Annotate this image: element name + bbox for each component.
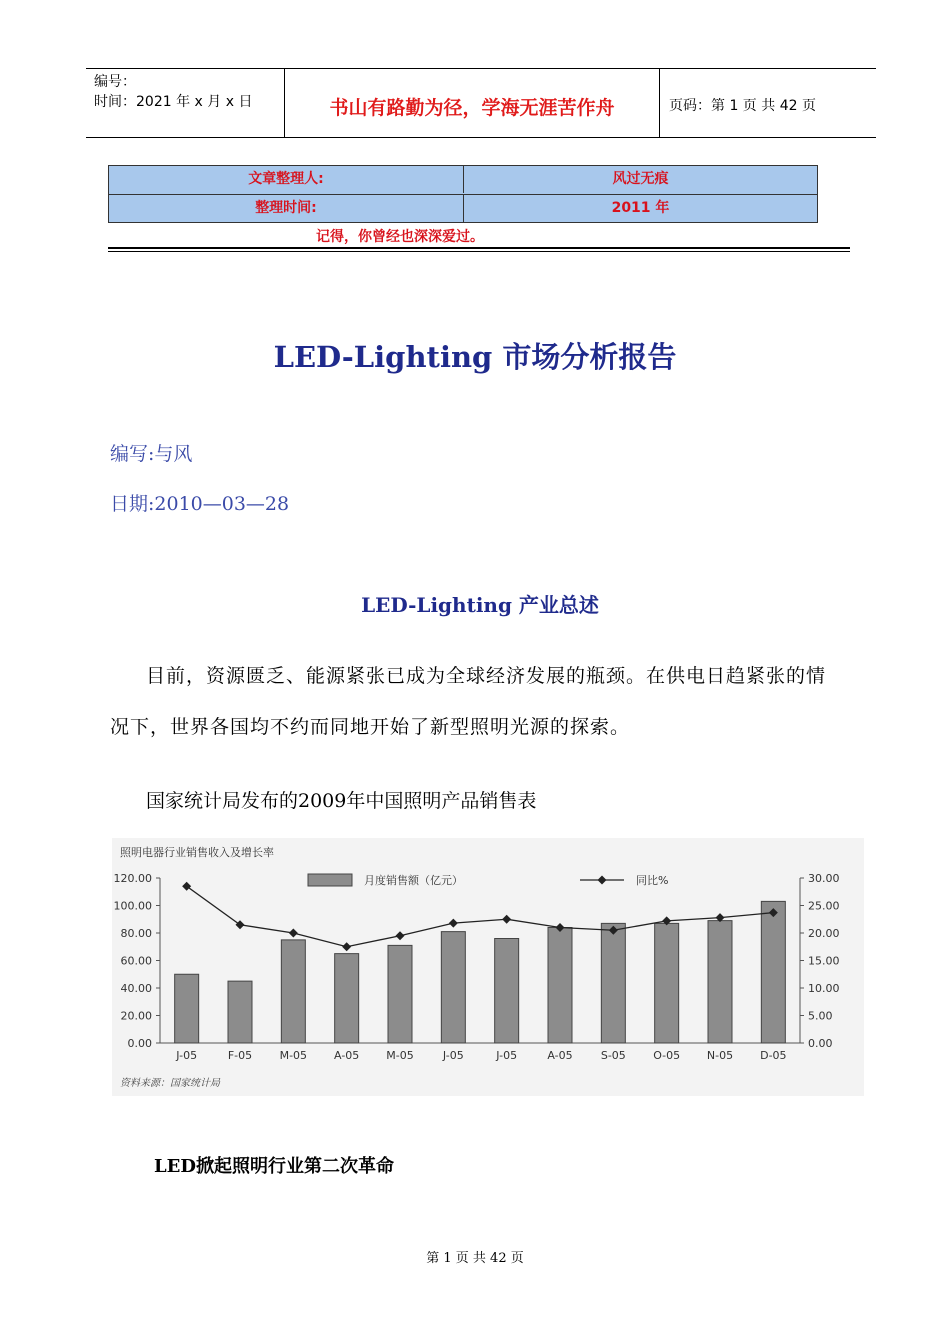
growth-point (449, 919, 458, 928)
bar (601, 923, 625, 1043)
bar (548, 928, 572, 1044)
legend-bar-label: 月度销售额（亿元） (364, 874, 463, 887)
author-line: 编写:与风 (110, 443, 193, 465)
number-label: 编号： (94, 74, 136, 90)
x-tick-label: O-05 (653, 1049, 681, 1062)
bar (175, 974, 199, 1043)
growth-point (342, 942, 351, 951)
x-tick-label: A-05 (334, 1049, 360, 1062)
growth-point (236, 920, 245, 929)
document-title: LED-Lighting 市场分析报告 (273, 340, 677, 374)
y-tick-label-left: 80.00 (120, 927, 152, 940)
y-tick-label-right: 20.00 (808, 927, 840, 940)
sales-chart (112, 838, 864, 1096)
x-tick-label: J-05 (442, 1049, 464, 1062)
info-value: 2011 年 (611, 200, 670, 216)
growth-point (396, 931, 405, 940)
paragraph (110, 651, 840, 753)
x-tick-label: M-05 (279, 1049, 308, 1062)
y-tick-label-right: 25.00 (808, 899, 840, 913)
time-label: 时间：2021 年 x 月 x 日 (94, 94, 253, 110)
note-text: 记得，你曾经也深深爱过。 (316, 229, 484, 245)
chart-caption: 国家统计局发布的2009年中国照明产品销售表 (146, 790, 537, 812)
y-tick-label-right: 30.00 (808, 872, 840, 885)
header-left-cell (86, 69, 284, 137)
page-number-label: 页码：第 1 页 共 42 页 (669, 98, 816, 114)
bar (388, 945, 412, 1043)
legend-line-marker (598, 876, 607, 885)
page-footer: 第 1 页 共 42 页 (426, 1251, 524, 1266)
bar (335, 954, 359, 1043)
x-tick-label: A-05 (547, 1049, 573, 1062)
bar (228, 981, 252, 1043)
growth-point (502, 915, 511, 924)
y-tick-label-right: 0.00 (808, 1037, 833, 1050)
info-table (108, 165, 818, 223)
legend-bar-swatch (308, 874, 352, 886)
bar (708, 921, 732, 1043)
info-row-organizer (109, 166, 817, 193)
info-value: 风过无痕 (612, 171, 669, 187)
chart-legend (308, 873, 668, 887)
y-tick-label-left: 100.00 (113, 899, 152, 913)
info-key: 整理时间: (109, 195, 464, 222)
y-tick-label-right: 5.00 (808, 1009, 833, 1023)
growth-point (289, 929, 298, 938)
bar (441, 932, 465, 1043)
y-tick-label-left: 0.00 (127, 1037, 152, 1050)
info-key: 文章整理人: (109, 166, 464, 193)
y-tick-label-left: 60.00 (120, 954, 152, 968)
date-line: 日期:2010—03—28 (110, 493, 290, 515)
x-tick-label: S-05 (600, 1049, 626, 1062)
legend-line-label: 同比% (636, 874, 669, 887)
y-tick-label-left: 40.00 (120, 982, 152, 995)
y-tick-label-left: 20.00 (120, 1009, 152, 1023)
y-tick-label-right: 15.00 (808, 954, 840, 968)
chart-source: 资料来源：国家统计局 (120, 1078, 220, 1089)
growth-point (182, 882, 191, 891)
header-page-cell (659, 69, 876, 137)
chart-title: 照明电器行业销售收入及增长率 (120, 846, 274, 859)
info-row-time (109, 194, 817, 222)
chart-bars (175, 901, 786, 1043)
bar (495, 939, 519, 1044)
bar (761, 901, 785, 1043)
motto-text: 书山有路勤为径，学海无涯苦作舟 (329, 97, 615, 119)
subheading: LED掀起照明行业第二次革命 (154, 1156, 394, 1177)
paragraph-text: 目前，资源匮乏、能源紧张已成为全球经济发展的瓶颈。在供电日趋紧张的情况下，世界各国均不约而同地开始了新型照明光源的探索。 (110, 665, 827, 738)
x-tick-label: F-05 (227, 1049, 253, 1062)
x-tick-label: J-05 (496, 1049, 518, 1062)
x-tick-label: N-05 (706, 1049, 734, 1062)
bar (655, 923, 679, 1043)
header-motto-cell (284, 69, 660, 137)
page-header (86, 68, 876, 138)
chart-line (182, 882, 778, 952)
growth-line (187, 886, 774, 947)
y-tick-label-left: 120.00 (113, 872, 152, 885)
divider-thin (108, 251, 850, 252)
y-tick-label-right: 10.00 (808, 982, 840, 995)
x-tick-label: J-05 (176, 1049, 198, 1062)
bar (281, 940, 305, 1043)
divider-thick (108, 247, 850, 249)
x-tick-label: D-05 (760, 1049, 787, 1062)
x-tick-label: M-05 (386, 1049, 414, 1062)
section-title: LED-Lighting 产业总述 (361, 593, 599, 617)
